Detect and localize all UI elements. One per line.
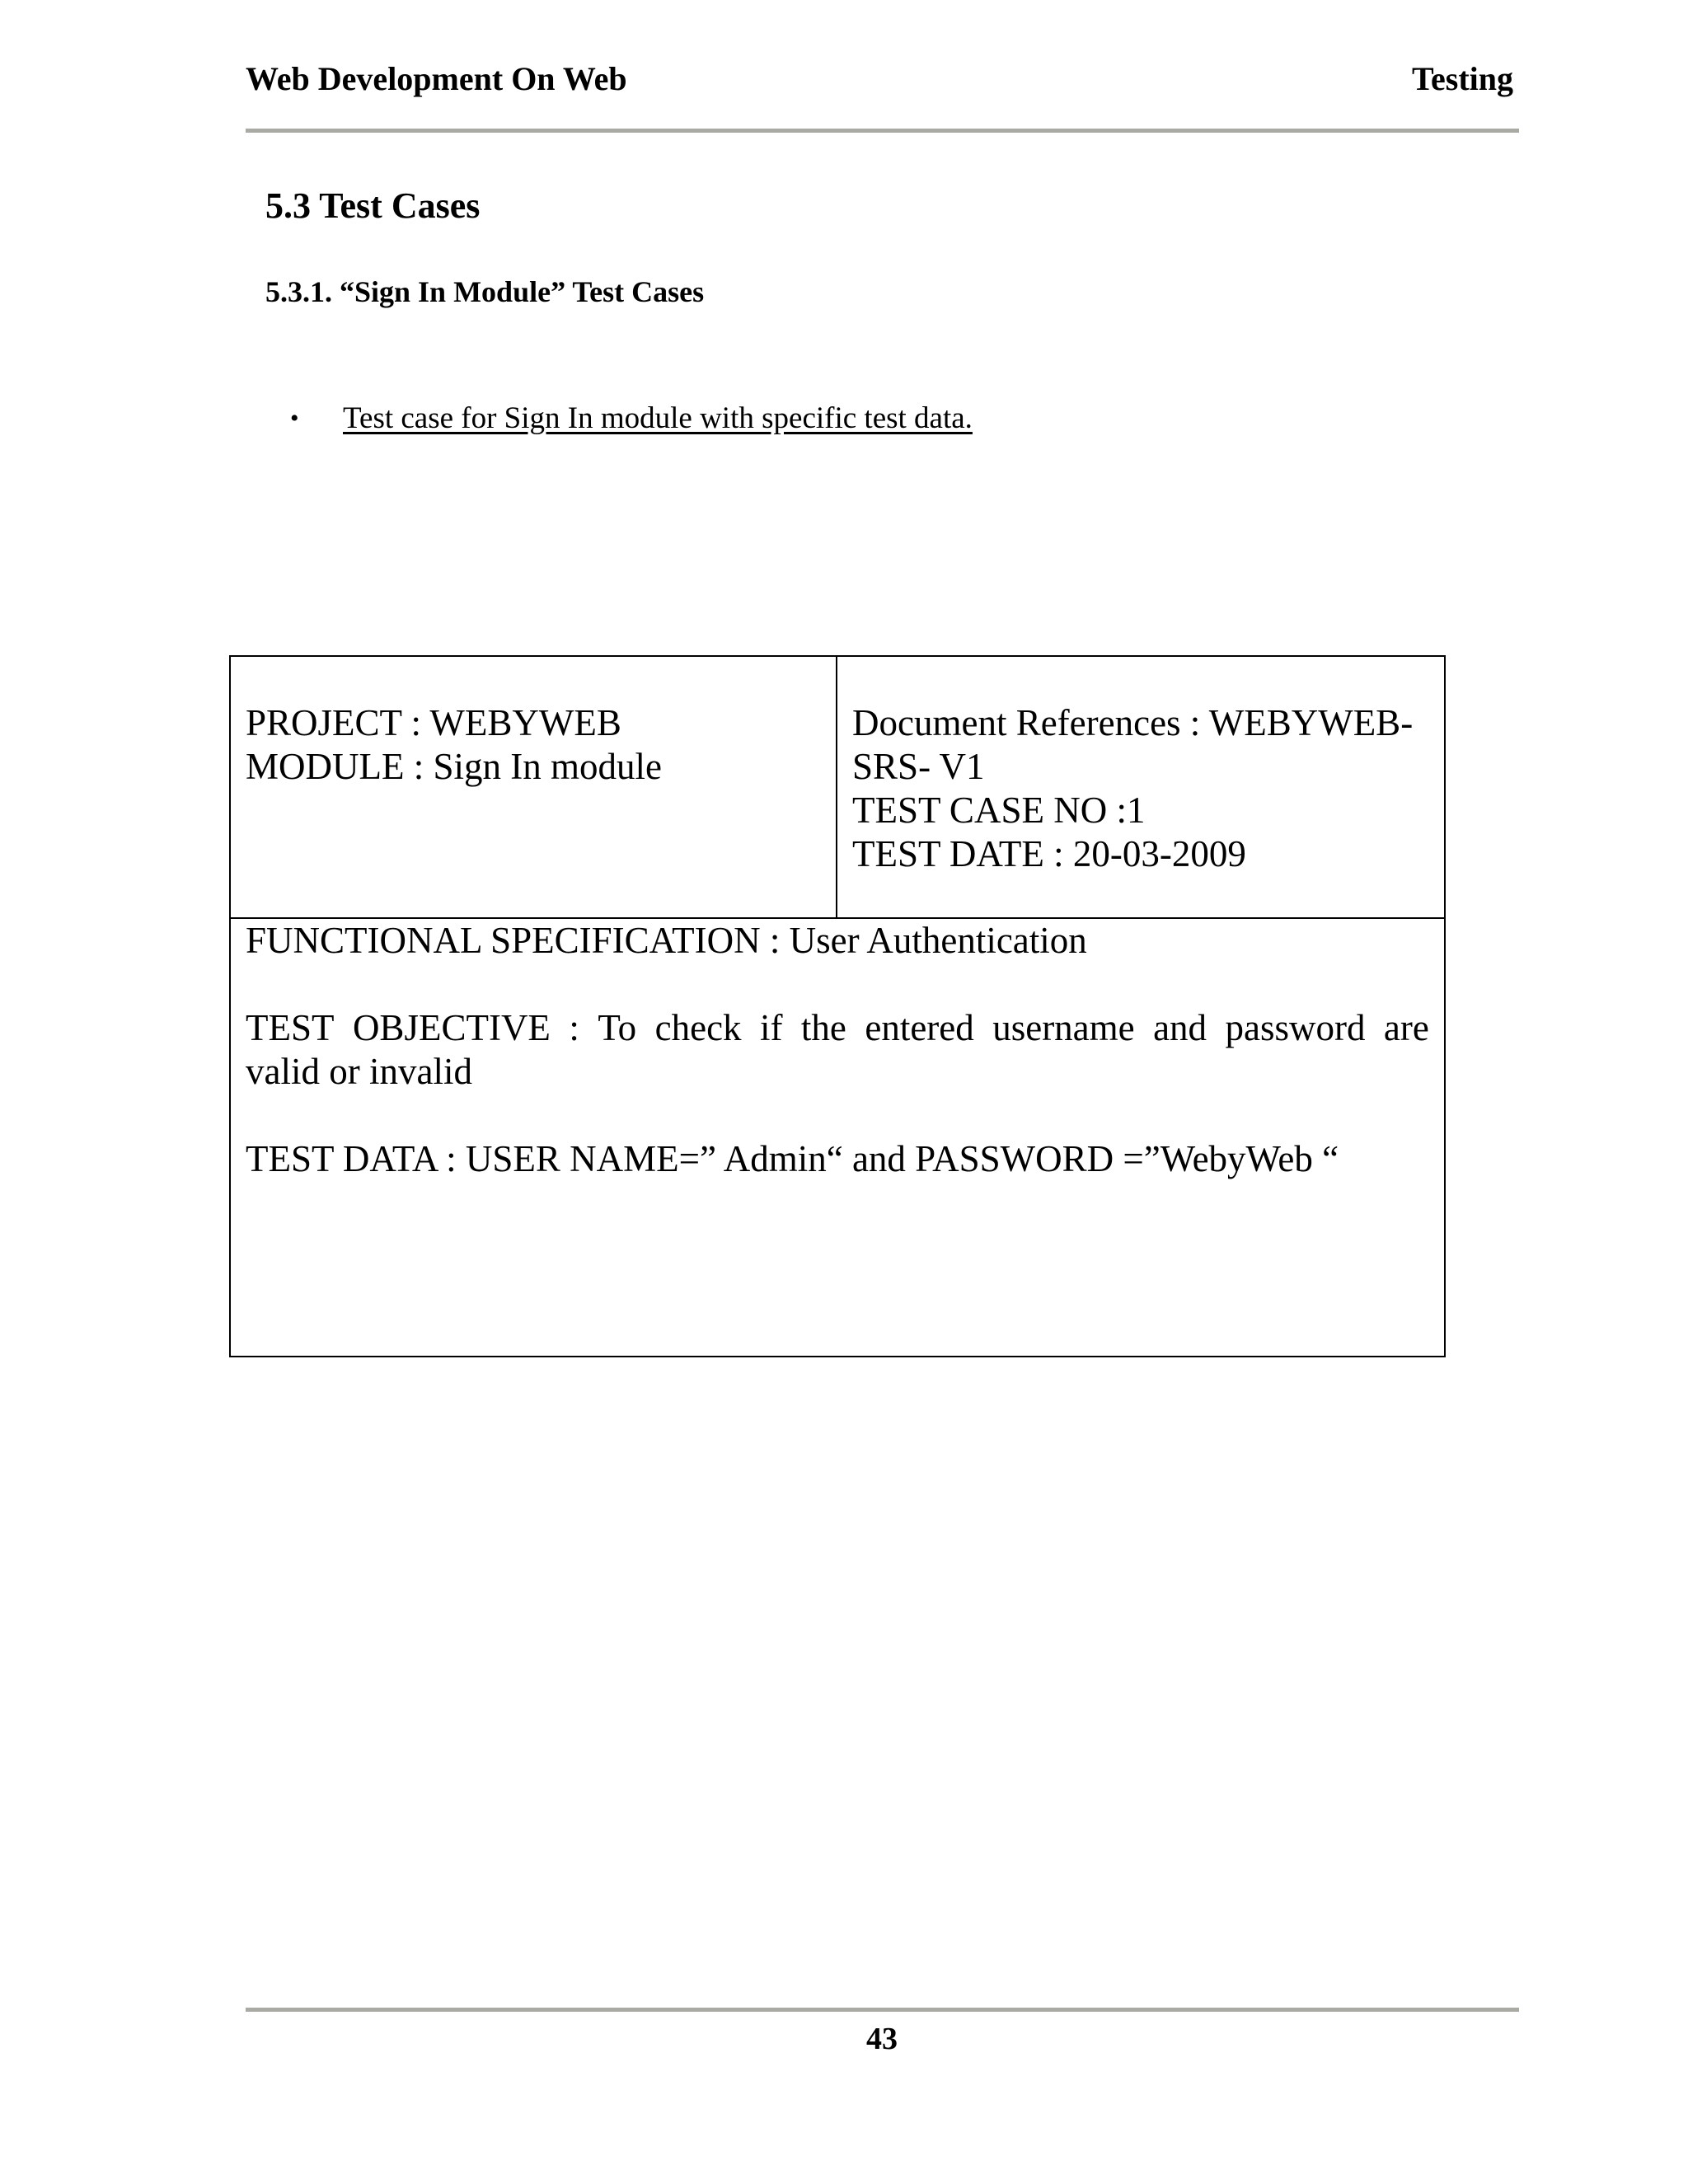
test-objective-line1 bbox=[246, 1006, 1429, 1050]
test-data: TEST DATA : USER NAME=” Admin“ and PASSWORD =”WebyWeb “ bbox=[246, 1138, 1339, 1179]
test-objective bbox=[246, 1006, 1429, 1094]
test-case-number: TEST CASE NO :1 bbox=[852, 790, 1146, 831]
functional-specification: FUNCTIONAL SPECIFICATION : User Authentication bbox=[246, 920, 1087, 961]
header-document-title: Web Development On Web bbox=[246, 60, 627, 97]
test-case-table bbox=[229, 655, 1446, 1357]
test-objective-word: OBJECTIVE bbox=[352, 1007, 551, 1048]
footer-divider bbox=[246, 2008, 1519, 2012]
project-label: PROJECT : WEBYWEB bbox=[246, 702, 621, 743]
test-objective-word: : bbox=[569, 1007, 579, 1048]
page-number: 43 bbox=[866, 2022, 898, 2056]
test-objective-word: are bbox=[1383, 1007, 1429, 1048]
test-date: TEST DATE : 20-03-2009 bbox=[852, 833, 1246, 874]
test-objective-word: To bbox=[598, 1007, 637, 1048]
test-case-details-cell bbox=[231, 919, 1444, 1181]
section-heading: 5.3 Test Cases bbox=[265, 185, 481, 226]
bullet-icon: • bbox=[290, 405, 299, 432]
bullet-item bbox=[290, 399, 973, 438]
project-module-cell bbox=[231, 657, 837, 917]
bullet-text: Test case for Sign In module with specific test data. bbox=[343, 401, 973, 435]
document-references-line2: SRS- V1 bbox=[852, 746, 985, 787]
running-header bbox=[246, 56, 1513, 102]
test-objective-word: password bbox=[1225, 1007, 1366, 1048]
subsection-heading: 5.3.1. “Sign In Module” Test Cases bbox=[265, 275, 705, 308]
test-objective-word: the bbox=[800, 1007, 846, 1048]
test-objective-word: if bbox=[759, 1007, 783, 1048]
test-objective-word: and bbox=[1153, 1007, 1207, 1048]
test-objective-word: username bbox=[992, 1007, 1135, 1048]
test-case-header-row bbox=[231, 657, 1444, 919]
test-objective-word: TEST bbox=[246, 1007, 335, 1048]
header-divider bbox=[246, 129, 1519, 133]
document-references-line1: Document References : WEBYWEB- bbox=[852, 702, 1414, 743]
reference-cell bbox=[837, 657, 1446, 917]
module-label: MODULE : Sign In module bbox=[246, 746, 662, 787]
header-chapter-title: Testing bbox=[1411, 60, 1513, 97]
test-objective-word: check bbox=[654, 1007, 742, 1048]
test-objective-word: entered bbox=[865, 1007, 974, 1048]
test-objective-line2: valid or invalid bbox=[246, 1051, 472, 1092]
